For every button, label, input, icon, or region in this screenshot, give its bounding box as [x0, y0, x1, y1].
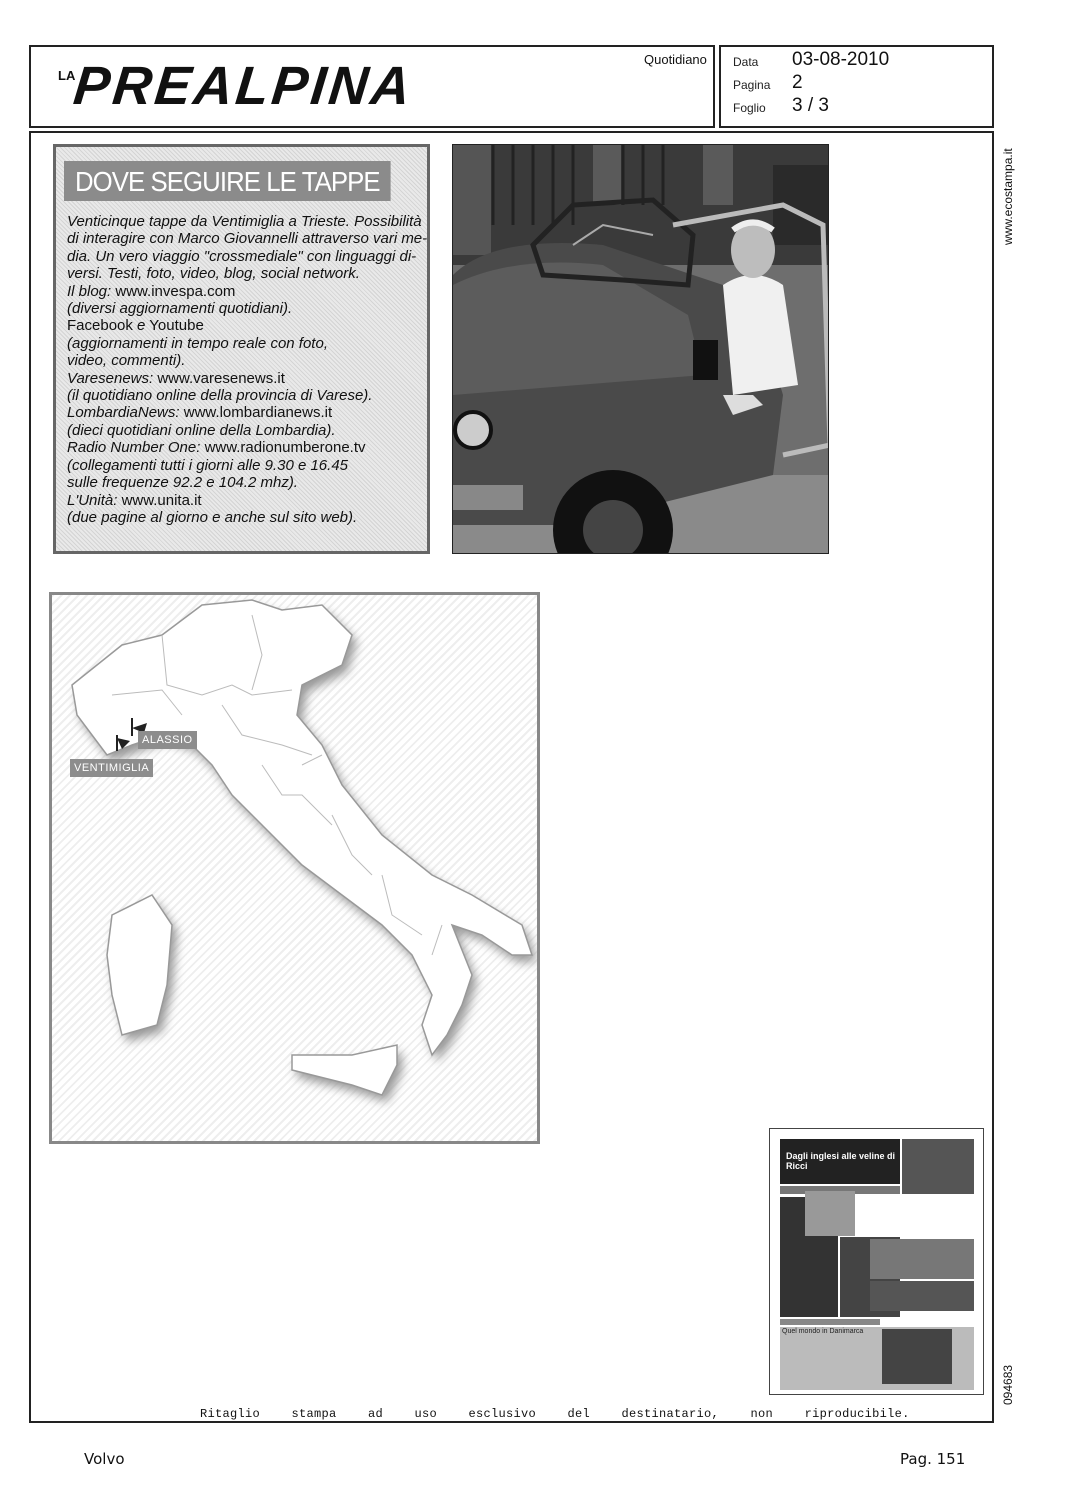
entry-plain[interactable]: Facebook — [67, 317, 133, 335]
entry-note: (dieci quotidiani online della Lombardia). — [67, 421, 336, 439]
intro-line: dia. Un vero viaggio "crossmediale" con linguaggi di- — [67, 247, 417, 265]
entry-link[interactable]: www.varesenews.it — [157, 369, 285, 387]
entry-label: Varesenews: — [67, 369, 154, 387]
entry-note: (il quotidiano online della provincia di Varese). — [67, 387, 373, 405]
page-number: Pag. 151 — [900, 1450, 966, 1468]
car-photo-illustration — [453, 145, 829, 554]
entry-link[interactable]: www.unita.it — [121, 491, 202, 509]
date-value: 03-08-2010 — [792, 49, 890, 70]
sheet-value: 3 / 3 — [792, 95, 829, 116]
entry-label: e — [137, 317, 146, 335]
info-title: DOVE SEGUIRE LE TAPPE — [64, 161, 391, 201]
logo: PREALPINA — [70, 56, 417, 116]
entry-note: (collegamenti tutti i giorni alle 9.30 e 16.45 — [67, 456, 349, 474]
italy-map — [49, 592, 540, 1144]
map-label-ventimiglia: VENTIMIGLIA — [70, 759, 153, 777]
entry-note: sulle frequenze 92.2 e 104.2 mhz). — [67, 474, 298, 492]
info-box — [53, 144, 430, 554]
thumbnail-headline: Dagli inglesi alle veline di Ricci — [786, 1151, 896, 1171]
sheet-label: Foglio — [733, 101, 766, 115]
entry-link[interactable]: www.radionumberone.tv — [204, 439, 366, 457]
client-name: Volvo — [84, 1450, 125, 1468]
entry-note: video, commenti). — [67, 352, 186, 370]
logo-prefix: LA — [58, 68, 76, 83]
intro-line: versi. Testi, foto, video, blog, social network. — [67, 265, 360, 283]
entry-note: (diversi aggiornamenti quotidiani). — [67, 300, 293, 318]
entry-label: L'Unità: — [67, 491, 118, 509]
side-site: www.ecostampa.it — [1001, 148, 1015, 245]
publication-type: Quotidiano — [644, 52, 707, 67]
entry-label: Radio Number One: — [67, 439, 201, 457]
entry-link[interactable]: Youtube — [149, 317, 204, 335]
entry-note: (aggiornamenti in tempo reale con foto, — [67, 334, 328, 352]
side-code: 094683 — [1001, 1364, 1015, 1405]
entry-note: (due pagine al giorno e anche sul sito web). — [67, 508, 358, 526]
article-thumbnail — [769, 1128, 984, 1395]
info-body — [67, 213, 427, 526]
entry-link[interactable]: www.lombardianews.it — [183, 404, 333, 422]
entry-link[interactable]: www.invespa.com — [115, 282, 236, 300]
intro-line: di interagire con Marco Giovannelli attraverso vari me- — [67, 230, 428, 248]
reproduction-note: Ritaglio stampa ad uso esclusivo del destinatario, non riproducibile. — [200, 1407, 910, 1421]
date-label: Data — [733, 55, 759, 69]
map-label-alassio: ALASSIO — [138, 731, 197, 749]
car-photo — [452, 144, 829, 554]
entry-label: LombardiaNews: — [67, 404, 180, 422]
entry-label: Il blog: — [67, 282, 112, 300]
intro-line: Venticinque tappe da Ventimiglia a Trieste. Possibilità — [67, 213, 422, 230]
thumbnail-subhead: Quel mondo in Danimarca — [782, 1328, 864, 1335]
page-label: Pagina — [733, 78, 771, 92]
page-value: 2 — [792, 72, 803, 93]
italy-map-illustration — [52, 595, 537, 1141]
